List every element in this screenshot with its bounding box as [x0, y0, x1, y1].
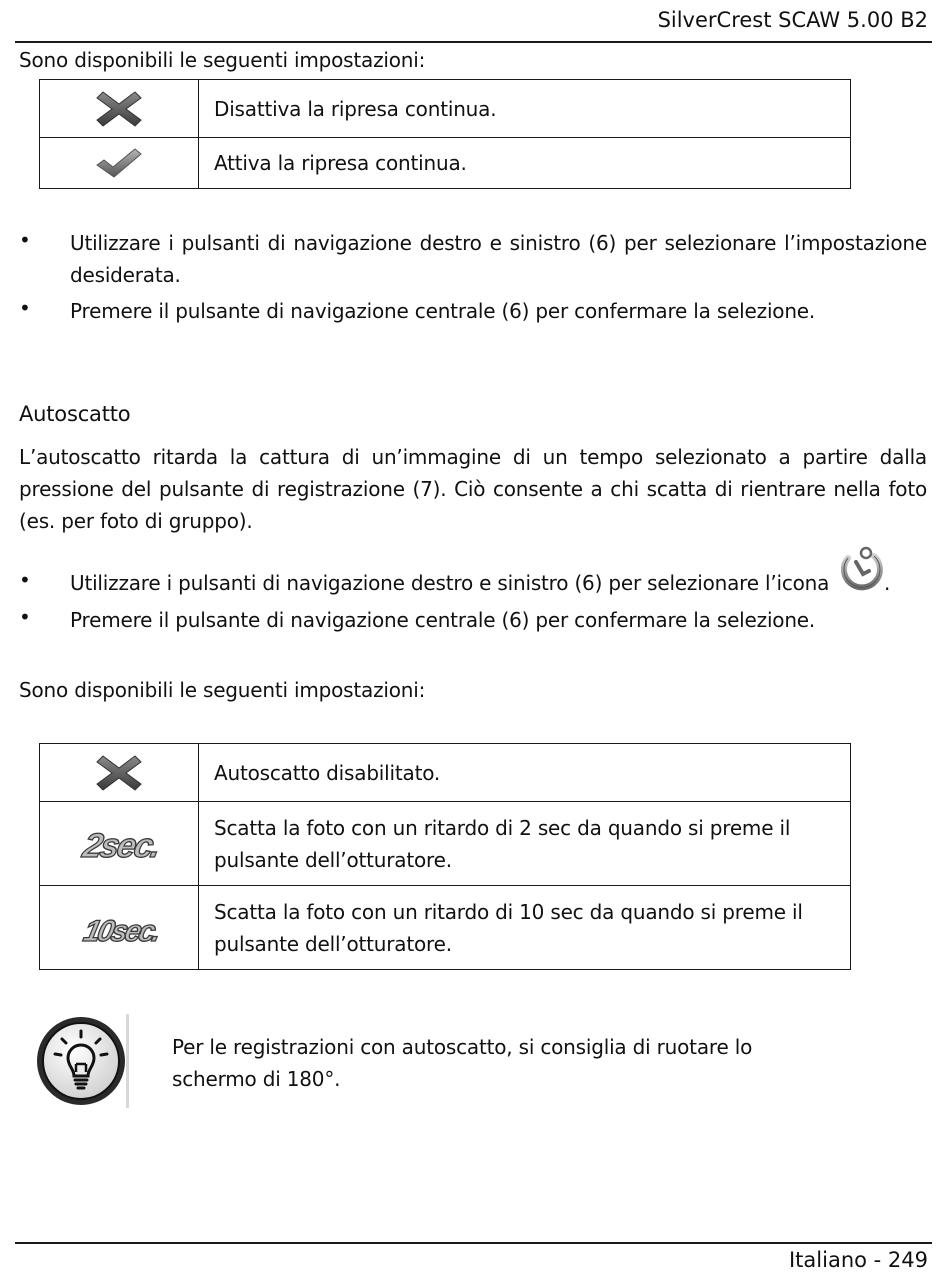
self-timer-table [39, 743, 851, 970]
table-cell-text: Scatta la foto con un ritardo di 10 sec da quando si preme il pulsante dell’otturatore. [199, 886, 851, 970]
table-cell-text: Attiva la ripresa continua. [199, 138, 851, 189]
footer-rule [15, 1242, 932, 1244]
settings-intro-2: Sono disponibili le seguenti impostazioni: [19, 678, 426, 702]
checkmark-icon [95, 146, 143, 180]
icon-trailing-period: . [884, 571, 891, 595]
self-timer-icon [836, 544, 888, 594]
svg-text:10sec.: 10sec. [80, 914, 162, 948]
bullet-marker: • [19, 568, 31, 592]
cross-icon [95, 89, 143, 129]
list-item: Premere il pulsante di navigazione centrale (6) per confermare la selezione. [70, 608, 816, 632]
tip-text: Per le registrazioni con autoscatto, si consiglia di ruotare lo schermo di 180°. [172, 1035, 753, 1091]
table-row [40, 886, 851, 970]
cross-icon [95, 753, 143, 793]
bullet-marker: • [19, 605, 31, 629]
table-cell-text: Scatta la foto con un ritardo di 2 sec da quando si preme il pulsante dell’otturatore. [199, 802, 851, 886]
tip-divider [126, 1014, 129, 1108]
autoscatto-paragraph: L’autoscatto ritarda la cattura di un’immagine di un tempo selezionato a partire dalla pressione del pulsante di registrazione (7). Ciò consente a chi scatta di rientrare nella foto (es. per foto di gruppo). [19, 445, 927, 533]
page-number: Italiano - 249 [788, 1248, 928, 1272]
header-rule [15, 41, 932, 43]
settings-intro-1: Sono disponibili le seguenti impostazioni: [19, 48, 426, 72]
list-item: Premere il pulsante di navigazione centrale (6) per confermare la selezione. [70, 299, 816, 323]
table-row [40, 138, 851, 189]
bullet-marker: • [19, 228, 31, 252]
header-title: SilverCrest SCAW 5.00 B2 [657, 8, 928, 32]
table-row [40, 80, 851, 138]
lightbulb-icon [32, 1012, 130, 1110]
ten-sec-icon [74, 903, 164, 953]
list-item: Utilizzare i pulsanti di navigazione destro e sinistro (6) per selezionare l’icona [70, 571, 830, 595]
bullet-marker: • [19, 296, 31, 320]
continuous-shooting-table [39, 79, 851, 189]
table-cell-text: Autoscatto disabilitato. [199, 744, 851, 802]
two-sec-icon [74, 819, 164, 869]
table-row [40, 744, 851, 802]
section-heading: Autoscatto [19, 402, 131, 426]
svg-text:2sec.: 2sec. [79, 826, 163, 865]
list-item: Utilizzare i pulsanti di navigazione destro e sinistro (6) per selezionare l’impostazione desiderata. [70, 231, 927, 287]
table-cell-text: Disattiva la ripresa continua. [199, 80, 851, 138]
table-row [40, 802, 851, 886]
